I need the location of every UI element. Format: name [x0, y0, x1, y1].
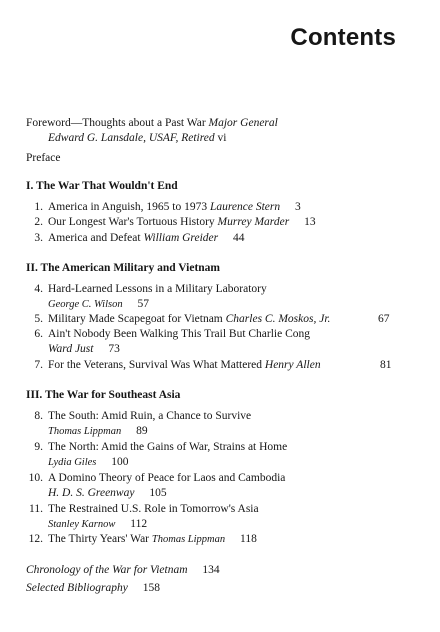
- entry-title: America and Defeat: [48, 232, 141, 244]
- entry-title: The Thirty Years' War: [48, 533, 150, 545]
- toc-entry-5-page: 67: [378, 313, 390, 325]
- entry-author: Henry Allen: [264, 359, 321, 371]
- entry-number: 5.: [34, 313, 43, 325]
- entry-author: H. D. S. Greenway: [48, 487, 135, 499]
- foreword-title: Foreword—Thoughts about a Past War: [26, 117, 206, 129]
- entry-title: Our Longest War's Tortuous History: [48, 216, 215, 228]
- entry-page: 112: [130, 518, 148, 530]
- part-heading-2: II. The American Military and Vietnam: [26, 262, 221, 274]
- toc-entry-4-author-line: [48, 297, 149, 312]
- entry-number: 6.: [34, 328, 43, 340]
- part-heading-3: III. The War for Southeast Asia: [26, 389, 181, 401]
- entry-number: 10.: [28, 472, 43, 484]
- entry-title: Selected Bibliography: [26, 582, 128, 594]
- entry-page: 134: [202, 564, 220, 576]
- toc-entry-10-author-line: [48, 486, 167, 500]
- preface-entry: Preface: [26, 152, 61, 164]
- entry-number: 9.: [34, 441, 43, 453]
- page-title: Contents: [290, 24, 396, 51]
- entry-number: 2.: [34, 216, 43, 228]
- entry-number: 7.: [34, 359, 43, 371]
- toc-entry-6-author-line: [48, 342, 120, 356]
- entry-title: For the Veterans, Survival Was What Mattered: [48, 359, 263, 371]
- entry-author: Thomas Lippman: [48, 426, 122, 437]
- part-heading-1: I. The War That Wouldn't End: [26, 180, 178, 192]
- entry-title: Military Made Scapegoat for Vietnam: [48, 313, 223, 325]
- foreword-line-2: [48, 131, 226, 145]
- entry-title: The South: Amid Ruin, a Chance to Survive: [48, 410, 252, 422]
- entry-page: 100: [111, 456, 129, 468]
- entry-number: 3.: [34, 232, 43, 244]
- toc-entry-10: [26, 471, 285, 485]
- entry-number: 4.: [34, 283, 43, 295]
- entry-author: Lydia Giles: [48, 457, 97, 468]
- toc-entry-11: [26, 502, 259, 516]
- entry-page: 13: [304, 216, 316, 228]
- entry-title: A Domino Theory of Peace for Laos and Cambodia: [48, 472, 286, 484]
- entry-page: 105: [149, 487, 167, 499]
- entry-page: 44: [232, 232, 245, 244]
- entry-author: Stanley Karnow: [48, 519, 116, 530]
- toc-entry-4: [26, 282, 267, 296]
- toc-entry-9: [26, 440, 287, 454]
- entry-title: America in Anguish, 1965 to 1973: [48, 201, 208, 213]
- toc-entry-5: [26, 312, 330, 326]
- entry-author: Thomas Lippman: [151, 534, 226, 545]
- toc-entry-8: [26, 409, 251, 423]
- entry-author: Ward Just: [48, 343, 94, 355]
- toc-entry-2: [26, 215, 316, 229]
- toc-entry-7-page: 81: [380, 359, 392, 371]
- entry-author: William Greider: [143, 232, 219, 244]
- toc-entry-1: [26, 200, 301, 214]
- toc-entry-7: [26, 358, 321, 372]
- entry-page: 57: [137, 298, 149, 310]
- foreword-author-name: Edward G. Lansdale, USAF, Retired: [48, 132, 215, 144]
- entry-author: Charles C. Moskos, Jr.: [225, 313, 331, 325]
- foreword-page: vi: [217, 132, 227, 144]
- entry-author: Laurence Stern: [209, 201, 281, 213]
- entry-page: 73: [108, 343, 120, 355]
- entry-number: 1.: [34, 201, 43, 213]
- foreword-author-rank: Major General: [208, 117, 278, 129]
- entry-page: 158: [142, 582, 160, 594]
- entry-page: 118: [240, 533, 257, 545]
- entry-number: 12.: [28, 533, 43, 545]
- entry-page: 89: [136, 425, 148, 437]
- toc-entry-6: [26, 327, 310, 341]
- back-matter-bibliography: [26, 581, 160, 595]
- toc-entry-9-author-line: [48, 455, 129, 470]
- entry-title: The North: Amid the Gains of War, Strains at Home: [48, 441, 288, 453]
- toc-entry-12: [26, 532, 257, 547]
- entry-author: George C. Wilson: [48, 299, 123, 310]
- entry-number: 8.: [34, 410, 43, 422]
- entry-page: 3: [295, 201, 301, 213]
- entry-title: Hard-Learned Lessons in a Military Laboratory: [48, 283, 267, 295]
- back-matter-chronology: [26, 563, 220, 577]
- entry-author: Murrey Marder: [217, 216, 290, 228]
- entry-number: 11.: [29, 503, 43, 515]
- toc-entry-8-author-line: [48, 424, 148, 439]
- entry-title: Chronology of the War for Vietnam: [26, 564, 188, 576]
- foreword-line-1: [26, 116, 278, 130]
- entry-title: Ain't Nobody Been Walking This Trail But Charlie Cong: [48, 328, 311, 340]
- toc-entry-11-author-line: [48, 517, 147, 532]
- entry-title: The Restrained U.S. Role in Tomorrow's Asia: [48, 503, 259, 515]
- toc-entry-3: [26, 231, 244, 245]
